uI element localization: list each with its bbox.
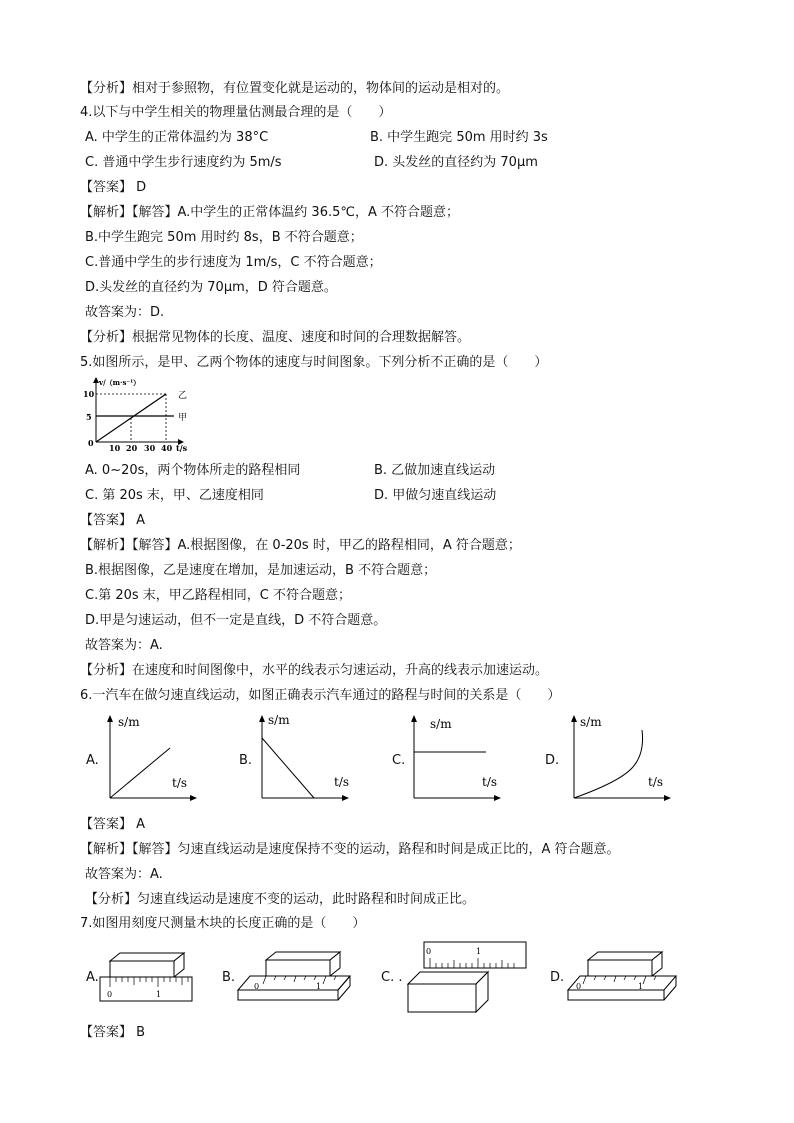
q4-option-b[interactable]: B. 中学生跑完 50m 用时约 3s [370, 130, 548, 145]
q6b-ylabel: s/m [268, 713, 290, 727]
q6d-xlabel: t/s [648, 775, 664, 789]
q6-answer: 【答案】 A [80, 817, 146, 832]
q5-velocity-time-graph [82, 376, 192, 452]
q6c-ylabel: s/m [430, 717, 452, 731]
q5-ytick-10: 10 [83, 389, 95, 399]
q5-xtick-30: 30 [144, 443, 156, 452]
q5-xlabel: t/s [176, 443, 188, 452]
q6a-xlabel: t/s [172, 776, 188, 790]
q7-option-c-label[interactable]: C. . [381, 970, 403, 985]
q5-explain-3: C.第 20s 末，甲乙路程相同，C 不符合题意； [85, 588, 351, 603]
q6-option-d-label[interactable]: D. [545, 753, 560, 768]
q5-ytick-0: 0 [88, 438, 94, 448]
q5-xtick-40: 40 [161, 443, 173, 452]
q7-figure-d [566, 948, 678, 1008]
q7-option-a-label[interactable]: A. [86, 970, 99, 985]
q6-option-b-label[interactable]: B. [239, 753, 253, 768]
q4-analysis: 【分析】根据常见物体的长度、温度、速度和时间的合理数据解答。 [80, 330, 471, 345]
q5-label-yi: 乙 [178, 391, 188, 401]
q5-option-a[interactable]: A. 0~20s，两个物体所走的路程相同 [85, 463, 301, 478]
q7-answer: 【答案】 B [80, 1025, 146, 1040]
q7a-tick-0: 0 [107, 990, 113, 999]
q6-graph-a [100, 712, 200, 804]
q5-explain-1: 【解析】【解答】A.根据图像，在 0-20s 时，甲乙的路程相同，A 符合题意； [80, 538, 521, 553]
q6c-xlabel: t/s [482, 775, 498, 789]
q4-explain-5: 故答案为：D. [85, 305, 165, 320]
q6a-ylabel: s/m [118, 715, 140, 729]
q5-option-d[interactable]: D. 甲做匀速直线运动 [374, 488, 497, 503]
q4-option-c[interactable]: C. 普通中学生步行速度约为 5m/s [85, 155, 282, 170]
q7c-tick-1: 1 [476, 947, 482, 956]
q5-ylabel: v/（m·s⁻¹） [99, 378, 141, 387]
q4-explain-3: C.普通中学生的步行速度为 1m/s，C 不符合题意； [85, 255, 382, 270]
q5-option-b[interactable]: B. 乙做加速直线运动 [374, 463, 496, 478]
q7d-tick-0: 0 [576, 982, 582, 991]
q6-graph-c [404, 712, 504, 804]
q7c-tick-0: 0 [426, 947, 432, 956]
question-6: 6.一汽车在做匀速直线运动，如图正确表示汽车通过的路程与时间的关系是（ ） [80, 688, 561, 703]
q5-xtick-10: 10 [109, 443, 121, 452]
q7-option-d-label[interactable]: D. [550, 970, 565, 985]
q4-option-d[interactable]: D. 头发丝的直径约为 70μm [374, 155, 538, 170]
q5-option-c[interactable]: C. 第 20s 末，甲、乙速度相同 [85, 488, 264, 503]
question-4: 4.以下与中学生相关的物理量估测最合理的是（ ） [80, 105, 392, 120]
q7-figure-a [98, 945, 194, 1011]
q7-option-b-label[interactable]: B. [222, 970, 236, 985]
q5-label-jia: 甲 [178, 413, 188, 423]
q6b-xlabel: t/s [334, 775, 350, 789]
q6-graph-b [252, 712, 352, 804]
q4-option-a[interactable]: A. 中学生的正常体温约为 38°C [85, 130, 269, 145]
q5-answer: 【答案】 A [80, 513, 146, 528]
q6-explain-1: 【解析】【解答】匀速直线运动是速度保持不变的运动，路程和时间是成正比的，A 符合题意。 [80, 842, 620, 857]
q7b-tick-1: 1 [316, 982, 322, 991]
q6-explain-2: 故答案为：A. [85, 867, 163, 882]
q7b-tick-0: 0 [254, 982, 260, 991]
q5-explain-4: D.甲是匀速运动，但不一定是直线，D 不符合题意。 [85, 613, 387, 628]
q5-explain-2: B.根据图像，乙是速度在增加，是加速运动，B 不符合题意； [85, 563, 437, 578]
q5-explain-5: 故答案为：A. [85, 638, 163, 653]
q4-explain-1: 【解析】【解答】A.中学生的正常体温约 36.5℃，A 不符合题意； [80, 205, 459, 220]
q6d-ylabel: s/m [580, 715, 602, 729]
q7-figure-b [236, 948, 352, 1008]
q4-answer: 【答案】 D [80, 180, 147, 195]
q7a-tick-1: 1 [156, 990, 162, 999]
q5-xtick-20: 20 [126, 443, 138, 452]
q6-graph-d [564, 712, 674, 804]
q5-analysis: 【分析】在速度和时间图像中，水平的线表示匀速运动，升高的线表示加速运动。 [80, 663, 549, 678]
q7d-tick-1: 1 [638, 982, 644, 991]
q7-figure-c [404, 938, 530, 1016]
q5-ytick-5: 5 [86, 412, 92, 422]
q6-option-a-label[interactable]: A. [86, 753, 99, 768]
question-7: 7.如图用刻度尺测量木块的长度正确的是（ ） [80, 916, 366, 931]
q6-analysis: 【分析】匀速直线运动是速度不变的运动，此时路程和时间成正比。 [85, 892, 476, 907]
q4-explain-2: B.中学生跑完 50m 用时约 8s，B 不符合题意； [85, 230, 363, 245]
q6-option-c-label[interactable]: C. [392, 753, 406, 768]
q4-explain-4: D.头发丝的直径约为 70μm，D 符合题意。 [85, 280, 337, 295]
question-5: 5.如图所示，是甲、乙两个物体的速度与时间图象。下列分析不正确的是（ ） [80, 355, 548, 370]
analysis-q3: 【分析】相对于参照物，有位置变化就是运动的，物体间的运动是相对的。 [80, 81, 510, 96]
